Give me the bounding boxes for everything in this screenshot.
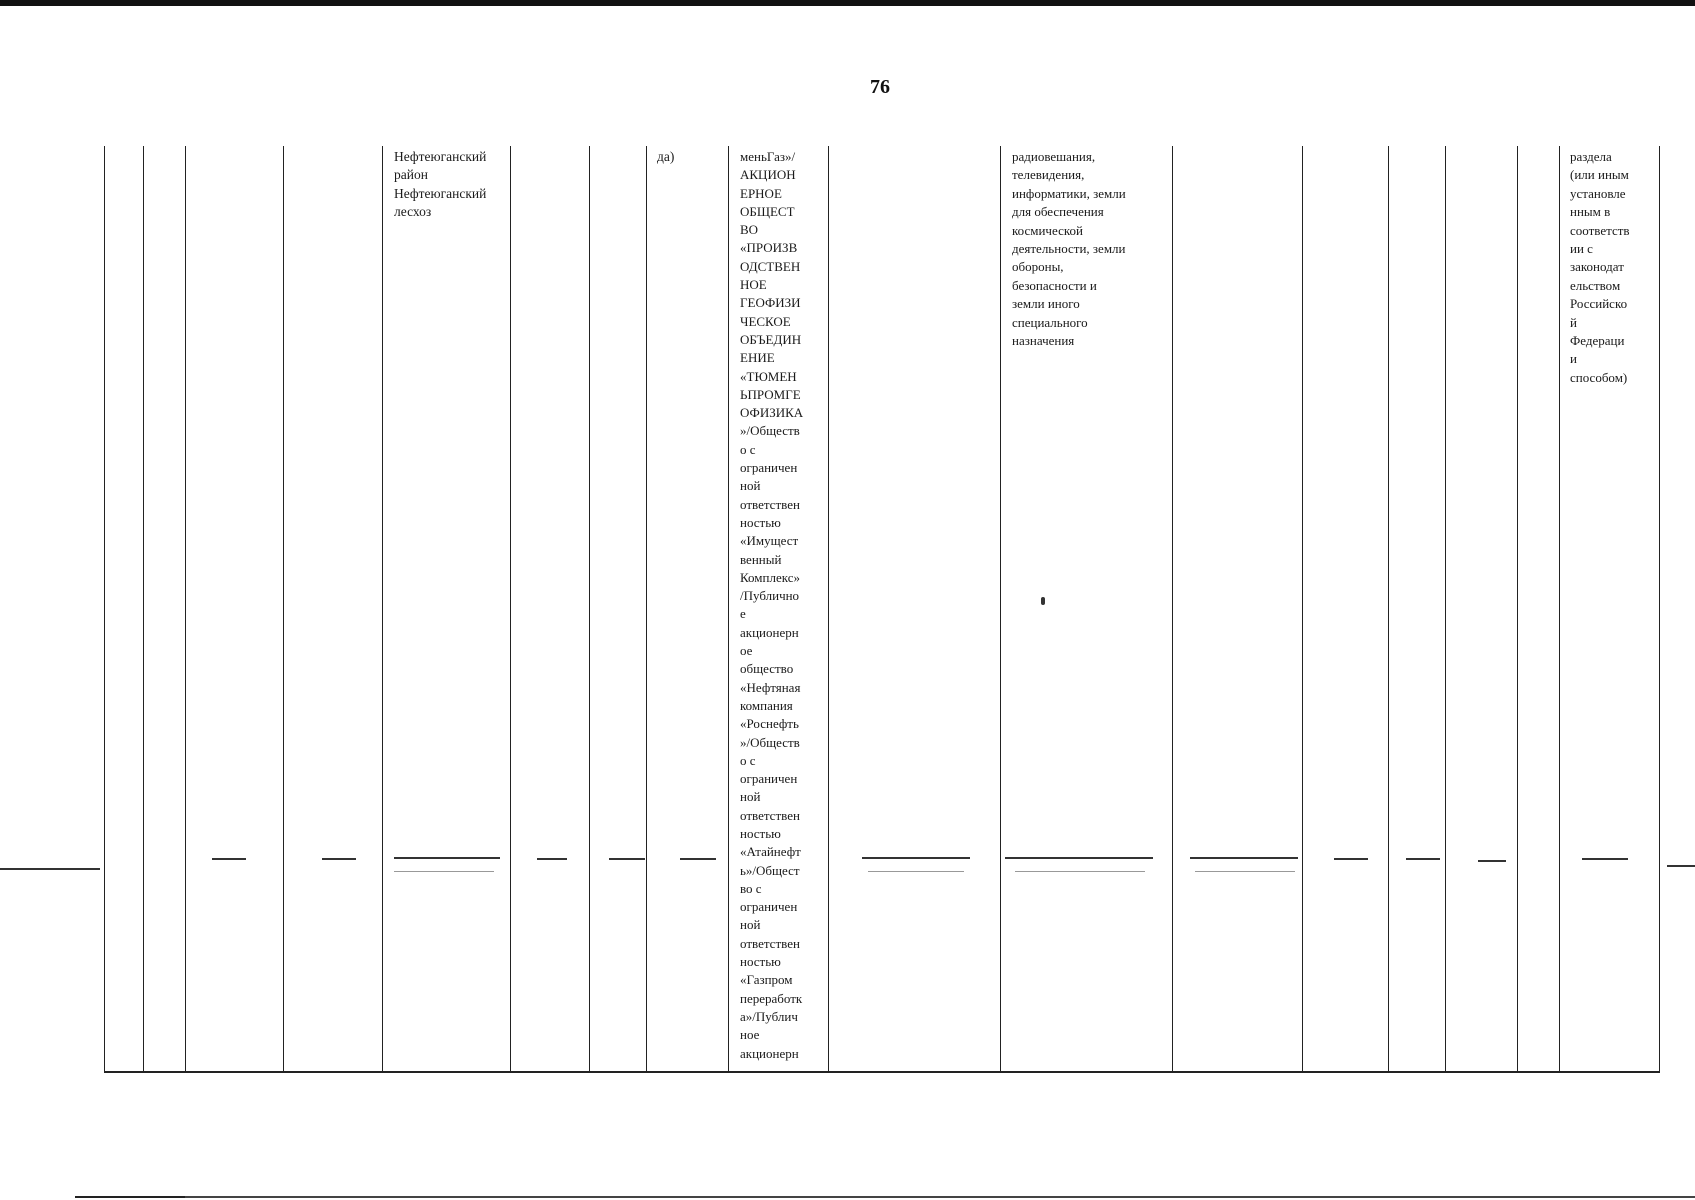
district-cell: Нефтеюганский район Нефтеюганский лесхоз	[394, 149, 487, 220]
table-bottom-border	[104, 1071, 1660, 1073]
column-divider	[1517, 146, 1518, 1072]
scan-mark	[322, 858, 356, 860]
column-divider	[728, 146, 729, 1072]
scan-mark	[1334, 858, 1368, 860]
scan-mark	[868, 871, 964, 872]
column-divider	[646, 146, 647, 1072]
scan-mark	[394, 871, 494, 872]
column-divider	[1559, 146, 1560, 1072]
column-divider	[1445, 146, 1446, 1072]
scan-mark	[1582, 858, 1628, 860]
column-divider	[185, 146, 186, 1072]
scan-mark	[1478, 860, 1506, 862]
column-divider	[283, 146, 284, 1072]
scan-mark	[1190, 857, 1298, 859]
scan-mark	[394, 857, 500, 859]
column-divider	[382, 146, 383, 1072]
column-divider	[104, 146, 105, 1072]
scan-mark	[1005, 857, 1153, 859]
column-divider	[1388, 146, 1389, 1072]
fragment-cell: да)	[657, 149, 675, 164]
scan-mark	[609, 858, 645, 860]
bottom-border-rule	[75, 1196, 1695, 1198]
column-divider	[1172, 146, 1173, 1072]
section-note-cell: раздела (или иным установле нным в соответств ии с законодат ельством Российско й Федераци и способом)	[1570, 149, 1630, 385]
page-number: 76	[870, 76, 890, 98]
scan-speck	[1041, 597, 1045, 605]
scan-mark	[537, 858, 567, 860]
scan-mark	[212, 858, 246, 860]
column-divider	[828, 146, 829, 1072]
scan-mark	[0, 868, 100, 870]
column-divider	[1000, 146, 1001, 1072]
scan-mark	[862, 857, 970, 859]
column-divider	[510, 146, 511, 1072]
column-divider	[1302, 146, 1303, 1072]
column-divider	[143, 146, 144, 1072]
scan-mark	[1195, 871, 1295, 872]
column-divider	[589, 146, 590, 1072]
bottom-border-rule-left	[75, 1196, 185, 1198]
scan-mark	[1015, 871, 1145, 872]
scan-mark	[1667, 865, 1695, 867]
organizations-cell: меньГаз»/ АКЦИОН ЕРНОЕ ОБЩЕСТ ВО «ПРОИЗВ ОДСТВЕН НОЕ ГЕОФИЗИ ЧЕСКОЕ ОБЪЕДИН ЕНИЕ «ТЮМЕН ЬПРОМГЕ ОФИЗИКА »/Обществ о с ограничен ной ответствен ностью «Имущест венный Комплекс» /Публично е акционерн ое общество «Нефтяная компания «Роснефть »/Обществ о с ограничен ной ответствен ностью «Атайнефт ь»/Общест во с ограничен ной ответствен ностью «Газпром переработк а»/Публич ное акционерн	[740, 149, 804, 1061]
land-category-cell: радиовешания, телевидения, информатики, земли для обеспечения космической деятельности, земли обороны, безопасности и земли иного специального назначения	[1012, 149, 1126, 349]
column-divider	[1659, 146, 1660, 1072]
scan-mark	[1406, 858, 1440, 860]
scan-mark	[680, 858, 716, 860]
